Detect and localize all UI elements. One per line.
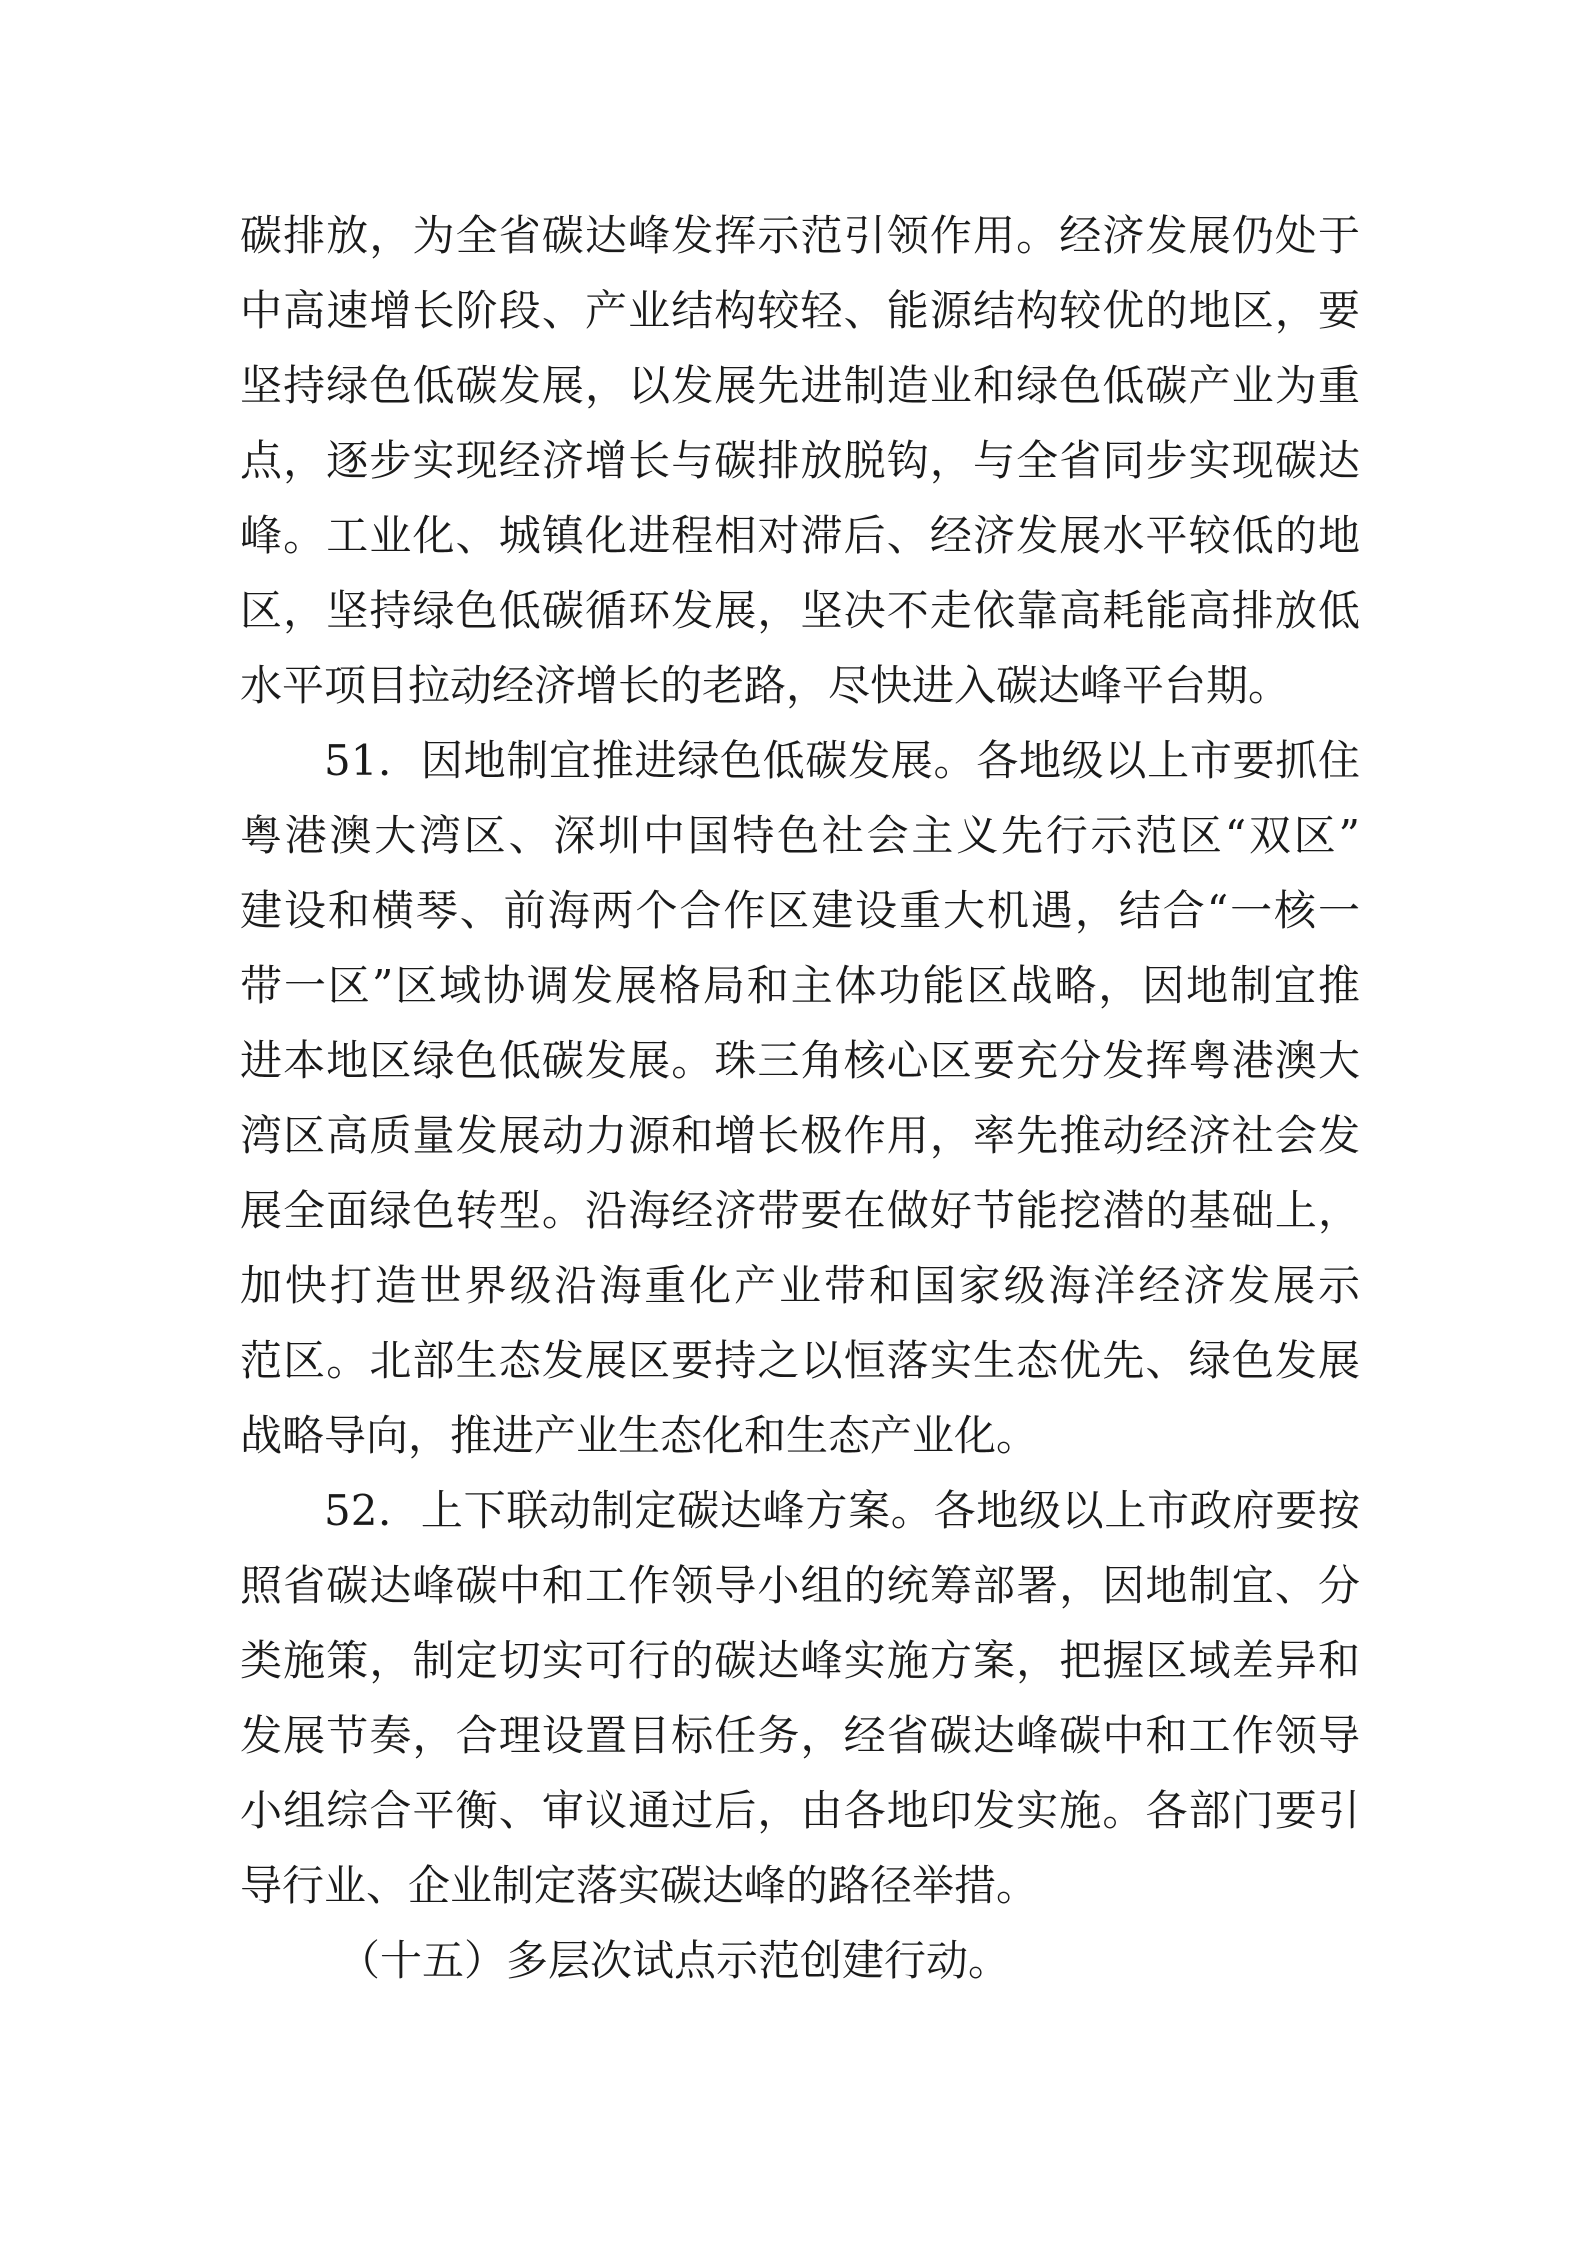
- text-line: 进本地区绿色低碳发展。珠三角核心区要充分发挥粤港澳大: [240, 1036, 1360, 1085]
- text-line: 点，逐步实现经济增长与碳排放脱钩，与全省同步实现碳达: [240, 436, 1360, 485]
- text-line: 建设和横琴、前海两个合作区建设重大机遇，结合“一核一: [240, 886, 1360, 935]
- text-line: 加快打造世界级沿海重化产业带和国家级海洋经济发展示: [240, 1261, 1360, 1310]
- text-line: 范区。北部生态发展区要持之以恒落实生态优先、绿色发展: [240, 1336, 1360, 1385]
- text-line: 类施策，制定切实可行的碳达峰实施方案，把握区域差异和: [240, 1636, 1360, 1685]
- section-heading: （十五）多层次试点示范创建行动。: [338, 1936, 1011, 1985]
- text-line: 坚持绿色低碳发展，以发展先进制造业和绿色低碳产业为重: [240, 361, 1360, 410]
- text-line: 小组综合平衡、审议通过后，由各地印发实施。各部门要引: [240, 1786, 1360, 1835]
- text-line: 湾区高质量发展动力源和增长极作用，率先推动经济社会发: [240, 1111, 1360, 1160]
- text-line: 峰。工业化、城镇化进程相对滞后、经济发展水平较低的地: [240, 511, 1360, 560]
- paragraph-52-start: 52．上下联动制定碳达峰方案。各地级以上市政府要按: [324, 1486, 1360, 1535]
- text-line: 中高速增长阶段、产业结构较轻、能源结构较优的地区，要: [240, 286, 1360, 335]
- text-line: 带一区”区域协调发展格局和主体功能区战略，因地制宜推: [240, 961, 1360, 1010]
- paragraph-51-start: 51．因地制宜推进绿色低碳发展。各地级以上市要抓住: [324, 736, 1360, 785]
- body-text: [240, 198, 1360, 1998]
- text-line: 战略导向，推进产业生态化和生态产业化。: [240, 1411, 1039, 1460]
- text-line: 照省碳达峰碳中和工作领导小组的统筹部署，因地制宜、分: [240, 1561, 1360, 1610]
- text-line: 发展节奏，合理设置目标任务，经省碳达峰碳中和工作领导: [240, 1711, 1360, 1760]
- text-line: 导行业、企业制定落实碳达峰的路径举措。: [240, 1861, 1039, 1910]
- text-line: 碳排放，为全省碳达峰发挥示范引领作用。经济发展仍处于: [240, 211, 1360, 260]
- text-line: 粤港澳大湾区、深圳中国特色社会主义先行示范区“双区”: [240, 811, 1360, 860]
- text-line: 展全面绿色转型。沿海经济带要在做好节能挖潜的基础上，: [240, 1186, 1360, 1235]
- text-line: 区，坚持绿色低碳循环发展，坚决不走依靠高耗能高排放低: [240, 586, 1360, 635]
- text-line: 水平项目拉动经济增长的老路，尽快进入碳达峰平台期。: [240, 661, 1291, 710]
